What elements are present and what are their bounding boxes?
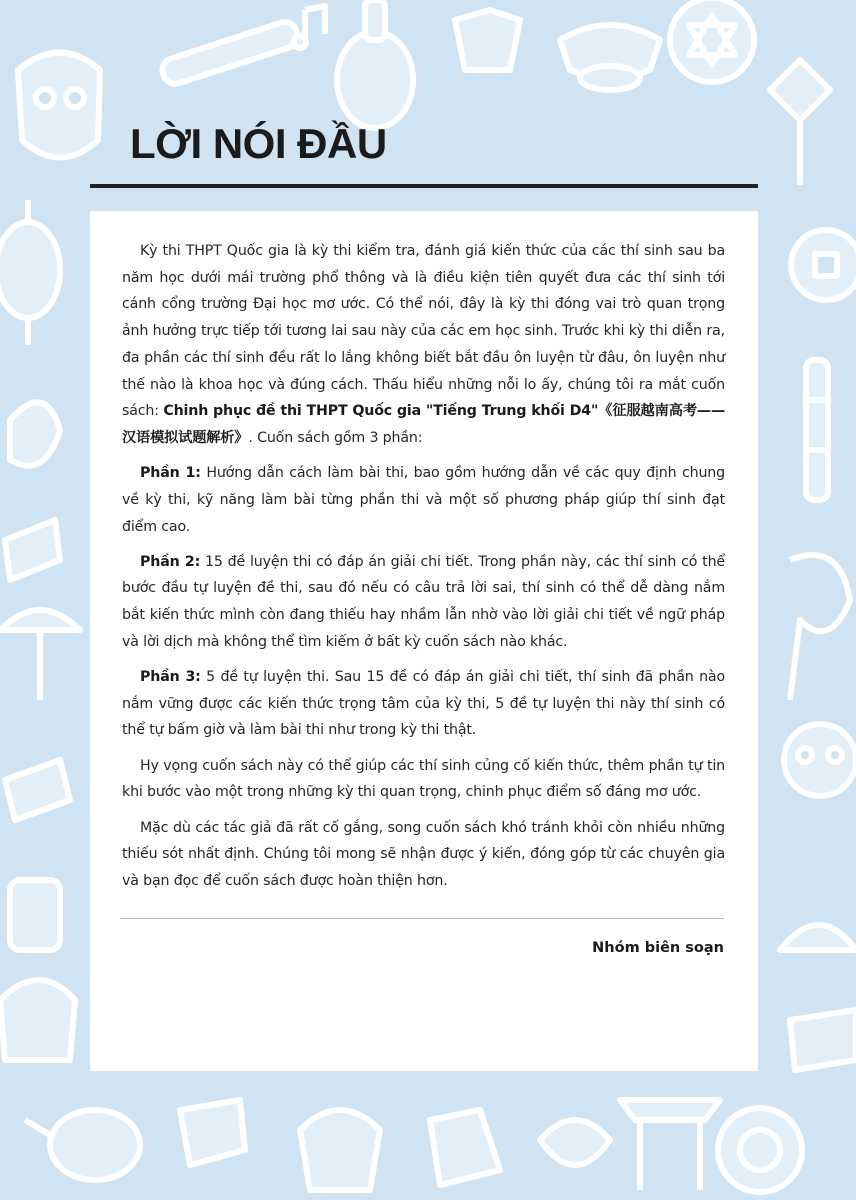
- pipa-lute-icon: [337, 0, 413, 128]
- crane-bird-icon: [790, 555, 850, 700]
- music-note-icon: [294, 6, 325, 48]
- page-title: LỜI NÓI ĐẦU: [130, 120, 387, 167]
- parasol-icon: [0, 610, 80, 700]
- part-2-label: Phần 2:: [140, 553, 201, 570]
- lantern-icon: [0, 200, 60, 345]
- part-3-paragraph: Phần 3: 5 đề tự luyện thi. Sau 15 đề có đáp án giải chi tiết, thí sinh đã phần nào nắm vững được các kiến thức trọng tâm của kỳ thi, 5 đề tự luyện thi này thí sinh có thể tự bấm giờ và làm bài thi như trong kỳ thi thật.: [122, 669, 725, 739]
- part-1-label: Phần 1:: [140, 465, 201, 482]
- coin-icon: [791, 230, 856, 300]
- part-2-paragraph: Phần 2: 15 đề luyện thi có đáp án giải chi tiết. Trong phần này, các thí sinh có thể bước đầu tự luyện đề thi, sau đó nếu có câu trả lời sai, thí sinh có thể dễ dàng nắm bắt kiến thức mình còn đang thiếu hay nhầm lẫn nhờ vào lời giải chi tiết về ngữ pháp và lời dịch mà không thể tìm kiếm ở bất kỳ cuốn sách nào khác.: [122, 553, 725, 650]
- chinese-knot-icon: [770, 60, 830, 185]
- gold-ingot-icon: [560, 25, 660, 90]
- closing-paragraph: Mặc dù các tác giả đã rất cố gắng, song cuốn sách khó tránh khỏi còn nhiều những thiếu sót nhất định. Chúng tôi mong sẽ nhận được ý kiến, đóng góp từ các chuyên gia và bạn đọc để cuốn sách được hoàn thiện hơn.: [122, 819, 725, 889]
- part-3-label: Phần 3:: [140, 669, 201, 686]
- bamboo-icon: [806, 360, 828, 500]
- book-title: Chinh phục đề thi THPT Quốc gia "Tiếng Trung khối D4"《征服越南高考——汉语模拟试题解析》: [122, 403, 725, 446]
- dumpling-icon: [780, 925, 856, 950]
- panda-icon: [784, 724, 856, 796]
- teapot-icon: [25, 1110, 140, 1180]
- pagoda-gate-icon: [620, 1100, 720, 1190]
- title-underline: [90, 184, 758, 188]
- closing-divider: [120, 918, 724, 919]
- qipao-icon: [455, 10, 520, 70]
- star-of-david-icon: [670, 0, 754, 82]
- mooncake-icon: [718, 1108, 802, 1192]
- intro-paragraph: Kỳ thi THPT Quốc gia là kỳ thi kiểm tra, đánh giá kiến thức của các thí sinh sau ba năm học dưới mái trường phổ thông và là điều kiện tiên quyết đưa các thí sinh tới cánh cổng trường Đại học mơ ước. Có thể nói, đây là kỳ thi đóng vai trò quan trọng ảnh hưởng trực tiếp tới tương lai sau này của các em học sinh. Trước khi kỳ thi diễn ra, đa phần các thí sinh đều rất lo lắng không biết bắt đầu ôn luyện từ đâu, ôn luyện như thế nào là khoa học và đúng cách. Thấu hiểu những nỗi lo ấy, chúng tôi ra mắt cuốn sách: Chinh phục đề thi THPT Quốc gia "Tiếng Trung khối D4"《征服越南高考——汉语模拟试题解析》. Cuốn sách gồm 3 phần:: [122, 243, 725, 446]
- signature: Nhóm biên soạn: [592, 940, 724, 956]
- part-1-paragraph: Phần 1: Hướng dẫn cách làm bài thi, bao gồm hướng dẫn về các quy định chung về kỳ thi, kỹ năng làm bài từng phần thi và một số phương pháp giúp thí sinh đạt điểm cao.: [122, 465, 725, 535]
- preface-body: [122, 238, 725, 903]
- hope-paragraph: Hy vọng cuốn sách này có thể giúp các thí sinh củng cố kiến thức, thêm phần tự tin khi bước vào một trong những kỳ thi quan trọng, chinh phục điểm số đáng mơ ước.: [122, 757, 725, 801]
- flute-icon: [159, 19, 300, 87]
- opera-mask-icon: [18, 53, 100, 158]
